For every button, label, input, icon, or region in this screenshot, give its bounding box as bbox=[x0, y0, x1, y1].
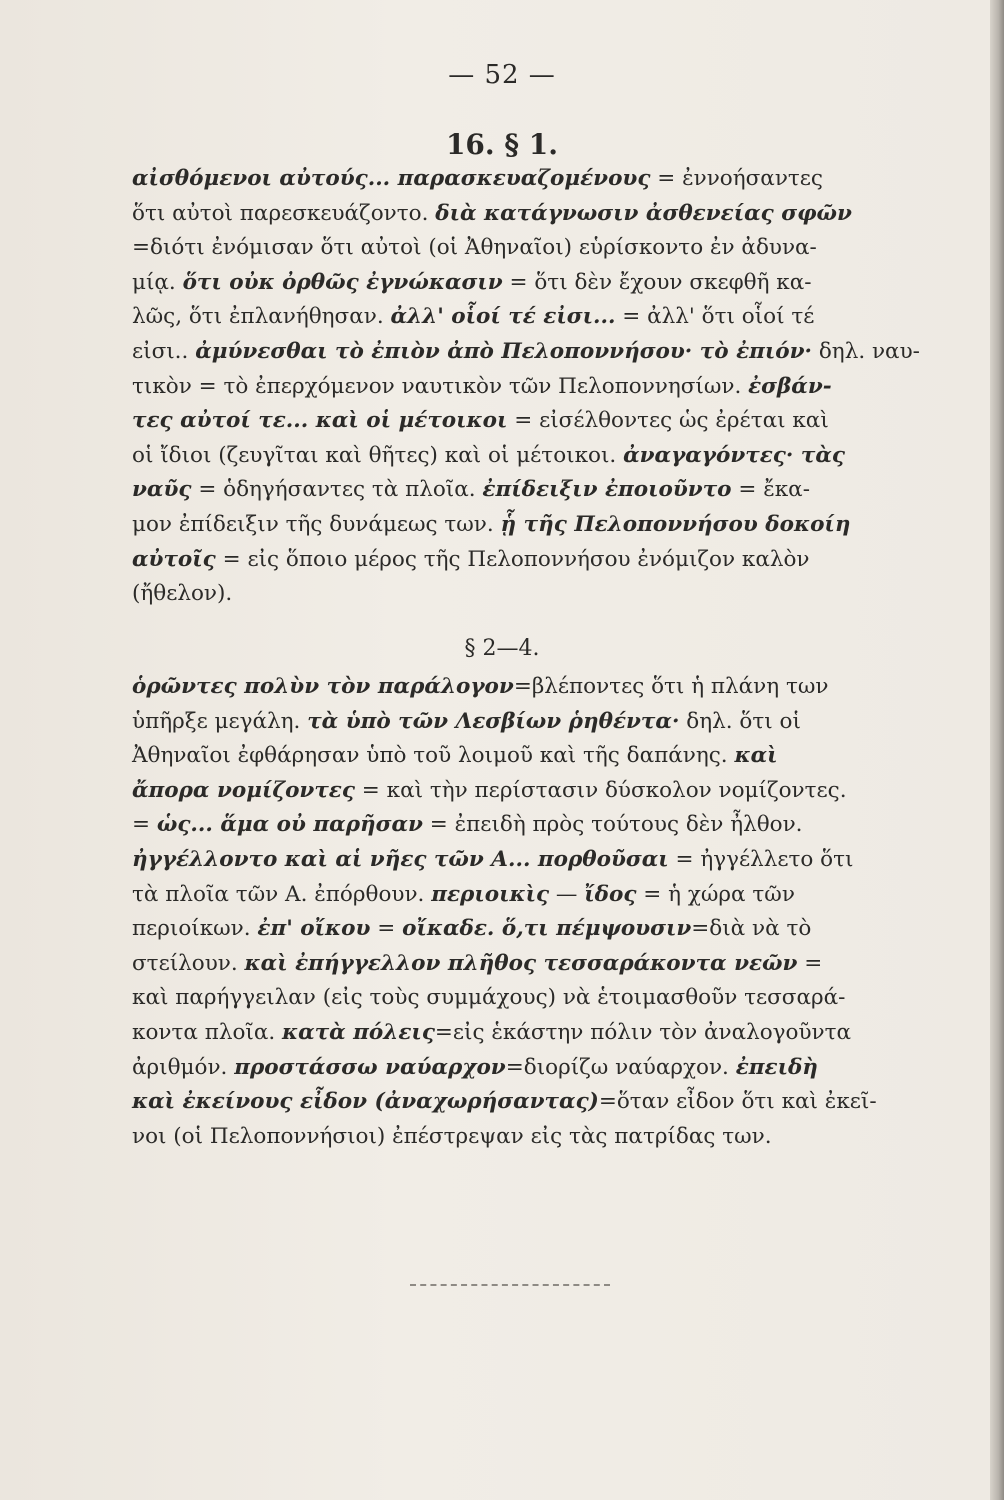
lemma: αἰσθόμενοι αὐτούς... παρασκευαζομένους bbox=[132, 166, 651, 191]
text-line bbox=[132, 670, 922, 705]
gloss: τικὸν = τὸ ἐπερχόμενον ναυτικὸν τῶν Πελοποννησίων. bbox=[132, 373, 749, 399]
text-line bbox=[132, 577, 922, 612]
lemma: ἐσβάν- bbox=[748, 373, 832, 399]
text-line bbox=[132, 705, 922, 740]
lemma: ἐπίδειξιν ἐποιοῦντο bbox=[482, 477, 732, 503]
text-line bbox=[132, 162, 922, 197]
lemma: καὶ bbox=[734, 743, 778, 769]
lemma: ναῦς bbox=[132, 477, 192, 503]
gloss: = bbox=[370, 916, 403, 942]
text-line bbox=[132, 508, 922, 543]
text-line bbox=[132, 335, 922, 370]
lemma: ἀναγαγόντες· τὰς bbox=[623, 442, 845, 468]
gloss: — bbox=[549, 881, 585, 907]
gloss: =διότι ἐνόμισαν ὅτι αὐτοὶ (οἱ Ἀθηναῖοι) εὑρίσκοντο ἐν ἀδυνα- bbox=[132, 235, 817, 261]
text-line bbox=[132, 878, 922, 913]
gloss: οἱ ἴδιοι (ζευγῖται καὶ θῆτες) καὶ οἱ μέτοικοι. bbox=[132, 442, 624, 468]
gloss: = ἀλλ' ὅτι οἷοί τέ bbox=[615, 304, 815, 330]
gloss: = εἰς ὅποιο μέρος τῆς Πελοποννήσου ἐνόμιζον καλὸν bbox=[215, 546, 810, 572]
lemma: τες αὐτοί τε... καὶ οἱ μέτοικοι bbox=[132, 408, 508, 434]
commentary-block-1 bbox=[132, 162, 922, 612]
text-line bbox=[132, 843, 922, 878]
gloss: = καὶ τὴν περίστασιν δύσκολον νομίζοντες. bbox=[354, 777, 847, 803]
lemma: ὡς... ἅμα οὐ παρῆσαν bbox=[156, 812, 423, 838]
gloss: τὰ πλοῖα τῶν Α. ἐπόρθουν. bbox=[132, 881, 432, 907]
text-line bbox=[132, 300, 922, 335]
gloss: = ἠγγέλλετο ὅτι bbox=[668, 846, 854, 872]
gloss: = ἡ χώρα τῶν bbox=[636, 881, 795, 907]
gloss: (ἤθελον). bbox=[132, 581, 233, 607]
gloss: περιοίκων. bbox=[132, 916, 258, 942]
chapter-heading: 16. § 1. bbox=[445, 128, 559, 161]
gloss: καὶ παρήγγειλαν (εἰς τοὺς συμμάχους) νὰ ἑτοιμασθοῦν τεσσαρά- bbox=[132, 985, 846, 1011]
gloss: δηλ. ὅτι οἱ bbox=[679, 708, 801, 734]
lemma: διὰ κατάγνωσιν ἀσθενείας σφῶν bbox=[435, 200, 852, 226]
gloss: μον ἐπίδειξιν τῆς δυνάμεως των. bbox=[132, 511, 501, 537]
gloss: λῶς, ὅτι ἐπλανήθησαν. bbox=[132, 304, 391, 330]
text-line bbox=[132, 473, 922, 508]
lemma: ἄπορα νομίζοντες bbox=[132, 777, 355, 803]
lemma: ἴδος bbox=[584, 881, 637, 907]
text-line bbox=[132, 947, 922, 982]
lemma: προστάσσω ναύαρχον bbox=[234, 1054, 506, 1080]
gloss: = ὁδηγήσαντες τὰ πλοῖα. bbox=[191, 477, 483, 503]
gloss: = ὅτι δὲν ἔχουν σκεφθῆ κα- bbox=[502, 269, 812, 295]
lemma: ἐπ' οἴκου bbox=[257, 916, 371, 942]
text-line bbox=[132, 912, 922, 947]
gloss: =διὰ νὰ τὸ bbox=[691, 916, 812, 942]
gloss: ὅτι αὐτοὶ παρεσκευάζοντο. bbox=[132, 200, 436, 226]
end-rule bbox=[410, 1284, 610, 1286]
text-line bbox=[132, 370, 922, 405]
lemma: τὰ ὑπὸ τῶν Λεσβίων ῥηθέντα· bbox=[307, 708, 680, 734]
gloss: = bbox=[797, 950, 823, 976]
text-line bbox=[132, 774, 922, 809]
lemma: κατὰ πόλεις bbox=[282, 1019, 435, 1045]
lemma: ἠγγέλλοντο καὶ αἱ νῆες τῶν Α... πορθοῦσαι bbox=[132, 846, 669, 872]
gloss: = εἰσέλθοντες ὡς ἐρέται καὶ bbox=[507, 408, 829, 434]
text-line bbox=[132, 404, 922, 439]
gloss: μίᾳ. bbox=[132, 269, 183, 295]
gloss: Ἀθηναῖοι ἐφθάρησαν ὑπὸ τοῦ λοιμοῦ καὶ τῆς δαπάνης. bbox=[132, 743, 735, 769]
gloss: ὑπῆρξε μεγάλη. bbox=[132, 708, 308, 734]
text-line bbox=[132, 266, 922, 301]
text-line bbox=[132, 1085, 922, 1120]
gloss: νοι (οἱ Πελοποννήσιοι) ἐπέστρεψαν εἰς τὰς πατρίδας των. bbox=[132, 1123, 772, 1149]
gloss: εἰσι.. bbox=[132, 338, 196, 364]
gloss: = ἔκα- bbox=[731, 477, 810, 503]
gloss: κοντα πλοῖα. bbox=[132, 1019, 283, 1045]
lemma: οἴκαδε. ὅ,τι πέμψουσιν bbox=[402, 916, 692, 942]
page-number: — 52 — bbox=[448, 60, 556, 90]
gloss: =διορίζω ναύαρχον. bbox=[505, 1054, 736, 1080]
section-heading: § 2—4. bbox=[464, 636, 540, 661]
gloss: =ὅταν εἶδον ὅτι καὶ ἐκεῖ- bbox=[598, 1089, 877, 1115]
lemma: αὐτοῖς bbox=[132, 546, 216, 572]
lemma: καὶ ἐκείνους εἶδον (ἀναχωρήσαντας) bbox=[132, 1089, 599, 1115]
text-line bbox=[132, 1016, 922, 1051]
text-line bbox=[132, 543, 922, 578]
text-line bbox=[132, 808, 922, 843]
gloss: δηλ. ναυ- bbox=[812, 338, 920, 364]
commentary-block-2 bbox=[132, 670, 922, 1154]
text-line bbox=[132, 739, 922, 774]
page-edge bbox=[990, 0, 1004, 1500]
gloss: =εἰς ἑκάστην πόλιν τὸν ἀναλογοῦντα bbox=[434, 1019, 852, 1045]
gloss: = ἐννοήσαντες bbox=[650, 166, 823, 191]
gloss: = ἐπειδὴ πρὸς τούτους δὲν ἦλθον. bbox=[422, 812, 803, 838]
gloss: στείλουν. bbox=[132, 950, 245, 976]
lemma: περιοικὶς bbox=[431, 881, 550, 907]
gloss: =βλέποντες ὅτι ἡ πλάνη των bbox=[513, 674, 829, 699]
lemma: ὁρῶντες πολὺν τὸν παράλογον bbox=[132, 674, 514, 699]
text-line bbox=[132, 197, 922, 232]
text-line bbox=[132, 1120, 922, 1155]
gloss: ἀριθμόν. bbox=[132, 1054, 235, 1080]
lemma: ὅτι οὐκ ὀρθῶς ἐγνώκασιν bbox=[182, 269, 503, 295]
lemma: ἐπειδὴ bbox=[735, 1054, 818, 1080]
lemma: ᾗ τῆς Πελοποννήσου δοκοίη bbox=[500, 511, 851, 537]
lemma: ἀμύνεσθαι τὸ ἐπιὸν ἀπὸ Πελοποννήσου· τὸ ἐπιόν· bbox=[195, 338, 813, 364]
gloss: = bbox=[132, 812, 157, 838]
lemma: ἀλλ' οἷοί τέ εἰσι... bbox=[390, 304, 616, 330]
text-line bbox=[132, 231, 922, 266]
text-line bbox=[132, 981, 922, 1016]
text-line bbox=[132, 439, 922, 474]
text-line bbox=[132, 1051, 922, 1086]
lemma: καὶ ἐπήγγελλον πλῆθος τεσσαράκοντα νεῶν bbox=[244, 950, 798, 976]
